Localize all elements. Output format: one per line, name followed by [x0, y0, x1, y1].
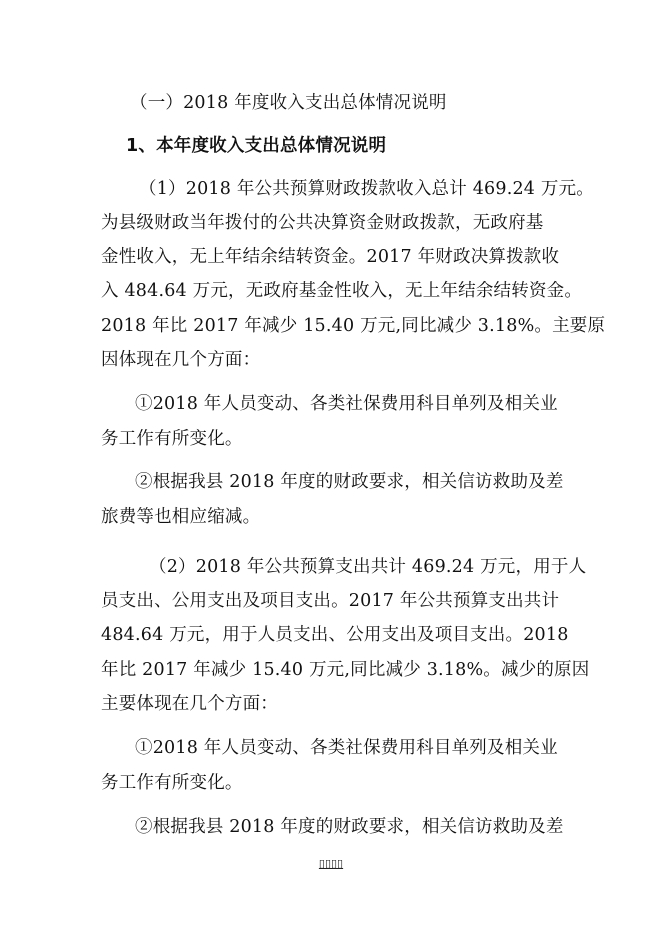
paragraph-line: 入 484.64 万元，无政府基金性收入，无上年结余结转资金。	[101, 281, 583, 301]
paragraph-line: （1）2018 年公共预算财政拨款收入总计 469.24 万元。	[139, 179, 594, 199]
list-item: ①2018 年人员变动、各类社保费用科目单列及相关业	[135, 738, 558, 758]
paragraph-line: 年比 2017 年减少 15.40 万元,同比减少 3.18%。减少的原因	[101, 660, 590, 680]
list-item: 务工作有所变化。	[101, 773, 243, 793]
paragraph-line: 主要体现在几个方面：	[101, 694, 278, 714]
paragraph-line: 因体现在几个方面：	[101, 350, 261, 370]
list-item: ①2018 年人员变动、各类社保费用科目单列及相关业	[135, 394, 558, 414]
section-title: （一）2018 年度收入支出总体情况说明	[130, 93, 447, 113]
paragraph-line: 484.64 万元，用于人员支出、公用支出及项目支出。2018	[101, 625, 569, 645]
list-item: 务工作有所变化。	[101, 429, 243, 449]
paragraph-line: 员支出、公用支出及项目支出。2017 年公共预算支出共计	[101, 591, 560, 611]
paragraph-line: 2018 年比 2017 年减少 15.40 万元,同比减少 3.18%。主要原	[101, 316, 606, 336]
paragraph-line: （2）2018 年公共预算支出共计 469.24 万元，用于人	[149, 557, 587, 577]
list-item: ②根据我县 2018 年度的财政要求，相关信访救助及差	[135, 472, 564, 492]
list-item: 旅费等也相应缩减。	[101, 507, 261, 527]
page-footer: ▯▯▯▯	[318, 857, 344, 870]
subheading: 1、本年度收入支出总体情况说明	[126, 136, 387, 156]
paragraph-line: 金性收入，无上年结余结转资金。2017 年财政决算拨款收	[101, 247, 560, 267]
list-item: ②根据我县 2018 年度的财政要求，相关信访救助及差	[135, 817, 564, 837]
paragraph-line: 为县级财政当年拨付的公共决算资金财政拨款，无政府基	[101, 213, 544, 233]
